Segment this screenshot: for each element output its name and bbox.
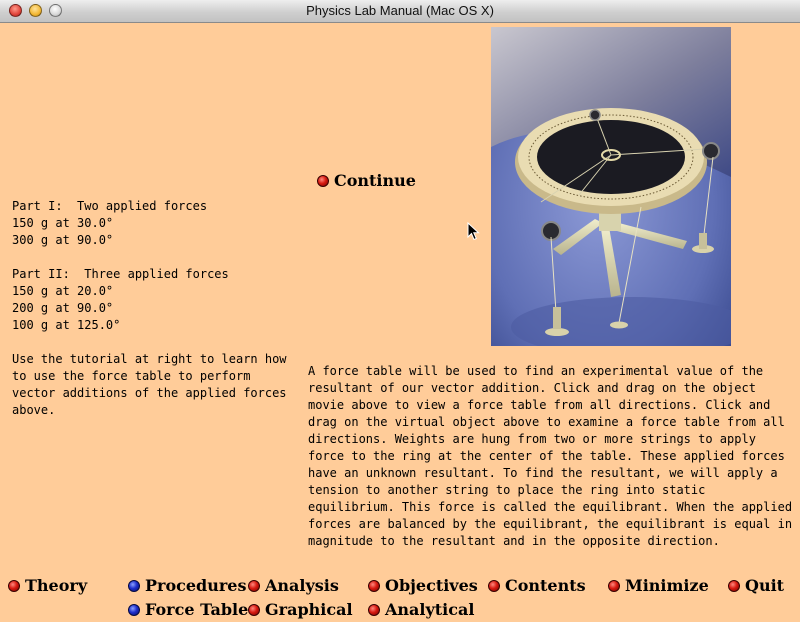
force-table-object-movie[interactable]	[491, 27, 731, 346]
red-bullet-icon	[368, 604, 380, 616]
graphical-label: Graphical	[265, 600, 353, 619]
part2-force: 200 g at 90.0°	[12, 301, 114, 315]
part1-force: 300 g at 90.0°	[12, 233, 114, 247]
continue-label: Continue	[334, 171, 416, 190]
analysis-button[interactable]	[248, 577, 339, 595]
part1-force: 150 g at 30.0°	[12, 216, 114, 230]
part2-force: 150 g at 20.0°	[12, 284, 114, 298]
red-bullet-icon	[8, 580, 20, 592]
objectives-label: Objectives	[385, 576, 478, 595]
force-table-label: Force Table	[145, 600, 249, 619]
theory-button[interactable]	[8, 577, 87, 595]
analytical-label: Analytical	[385, 600, 475, 619]
minimize-button[interactable]	[608, 577, 709, 595]
theory-label: Theory	[25, 576, 88, 595]
procedures-button[interactable]	[128, 577, 247, 595]
contents-button[interactable]	[488, 577, 586, 595]
red-bullet-icon	[728, 580, 740, 592]
title-bar	[0, 0, 800, 23]
analysis-label: Analysis	[265, 576, 339, 595]
part2-title: Part II: Three applied forces	[12, 267, 229, 281]
red-bullet-icon	[248, 604, 260, 616]
red-bullet-icon	[248, 580, 260, 592]
window-title: Physics Lab Manual (Mac OS X)	[306, 3, 494, 18]
contents-label: Contents	[505, 576, 586, 595]
continue-button[interactable]	[317, 172, 416, 190]
force-table-photo	[491, 27, 731, 346]
blue-bullet-icon	[128, 604, 140, 616]
tutorial-note: Use the tutorial at right to learn how to use the force table to perform vector additions of the applied forces above.	[12, 352, 287, 417]
force-table-button[interactable]	[128, 601, 248, 619]
red-bullet-icon	[608, 580, 620, 592]
mouse-pointer-icon	[467, 222, 481, 242]
minimize-label: Minimize	[625, 576, 709, 595]
objectives-button[interactable]	[368, 577, 478, 595]
quit-label: Quit	[745, 576, 785, 595]
part1-title: Part I: Two applied forces	[12, 199, 208, 213]
red-bullet-icon	[368, 580, 380, 592]
graphical-button[interactable]	[248, 601, 353, 619]
red-bullet-icon	[488, 580, 500, 592]
quit-button[interactable]	[728, 577, 784, 595]
blue-bullet-icon	[128, 580, 140, 592]
analytical-button[interactable]	[368, 601, 474, 619]
force-problems	[12, 198, 229, 334]
procedures-label: Procedures	[145, 576, 247, 595]
red-bullet-icon	[317, 175, 329, 187]
description-text: A force table will be used to find an experimental value of the resultant of our vector addition. Click and drag on the object movie above to view a force table from all directions. Click and drag on the virtual object above to examine a force table from all directions. Weights are hung from two or more strings to apply force to the ring at the center of the table. These applied forces have an unknown resultant. To find the resultant, we will apply a tension to another string to place the ring into static equilibrium. This force is called the equilibrant. When the applied forces are balanced by the equilibrant, the equilibrant is equal in magnitude to the resultant and in the opposite direction.	[308, 364, 793, 548]
part2-force: 100 g at 125.0°	[12, 318, 121, 332]
